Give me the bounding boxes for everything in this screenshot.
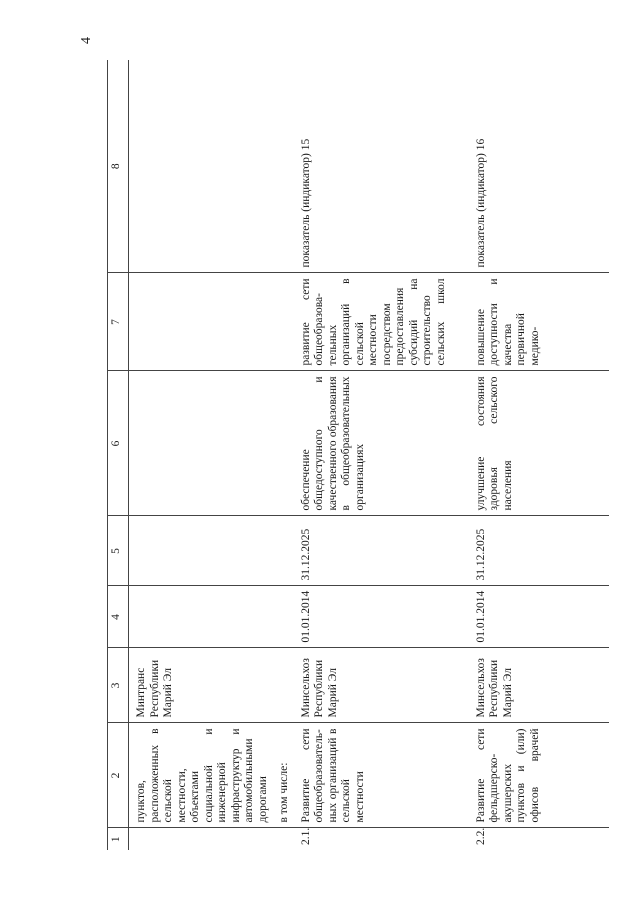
- header-col-3: 3: [108, 648, 129, 723]
- cell-indicators: показатель (индикатор) 16: [469, 60, 609, 273]
- cell-indicators: показатель (индикатор) 15: [294, 60, 469, 273]
- cell-executor: Минсельхоз Республики Марий Эл: [469, 648, 609, 723]
- cell-end: 31.12.2025: [469, 516, 609, 586]
- header-row: [108, 60, 129, 850]
- program-table: [107, 60, 609, 850]
- cell-start: 01.01.2014: [294, 586, 469, 648]
- header-col-5: 5: [108, 516, 129, 586]
- continuation-row: [129, 60, 273, 850]
- cell-start: 01.01.2014: [469, 586, 609, 648]
- header-col-2: 2: [108, 723, 129, 828]
- cell-consequences: [129, 273, 273, 371]
- cell-consequences: развитие сети общеобразова-тельных организаций в сельской местности посредством предоставления субсидий на строительство сельских школ: [294, 273, 469, 371]
- cell-end: [129, 516, 273, 586]
- table-row: [469, 60, 609, 850]
- subheading: в том числе:: [272, 723, 294, 828]
- cell-name: пунктов, расположенных в сельской местности, объектами социальной и инженерной инфраструктур и автомобильными дорогами: [129, 723, 273, 828]
- header-col-7: 7: [108, 273, 129, 371]
- header-col-6: 6: [108, 371, 129, 516]
- cell-result: [129, 371, 273, 516]
- cell-num: [129, 828, 273, 850]
- table-row: [294, 60, 469, 850]
- page-number: 4: [79, 37, 94, 44]
- cell-name: Развитие сети фельдшерско-акушерских пунктов и (или) офисов врачей: [469, 723, 609, 828]
- cell-num: 2.1.: [299, 827, 312, 845]
- cell-end: 31.12.2025: [294, 516, 469, 586]
- cell-consequences: повышение доступности и качества первичной медико-: [469, 273, 609, 371]
- cell-start: [129, 586, 273, 648]
- cell-executor: Минтранс Республики Марий Эл: [129, 648, 273, 723]
- header-col-1: 1: [108, 828, 129, 850]
- cell-name: Развитие сети общеобразователь-ных организаций в сельской местности: [294, 723, 469, 828]
- rotated-sheet: [107, 60, 632, 850]
- header-col-8: 8: [108, 60, 129, 273]
- cell-result: обеспечение общедоступного и качественного образования в общеобразовательных организациях: [294, 371, 469, 516]
- header-col-4: 4: [108, 586, 129, 648]
- subheading-row: [272, 60, 294, 850]
- cell-num: 2.2.: [474, 827, 487, 845]
- cell-result: улучшение состояния здоровья сельского населения: [469, 371, 609, 516]
- cell-indicators: [129, 60, 273, 273]
- cell-executor: Минсельхоз Республики Марий Эл: [294, 648, 469, 723]
